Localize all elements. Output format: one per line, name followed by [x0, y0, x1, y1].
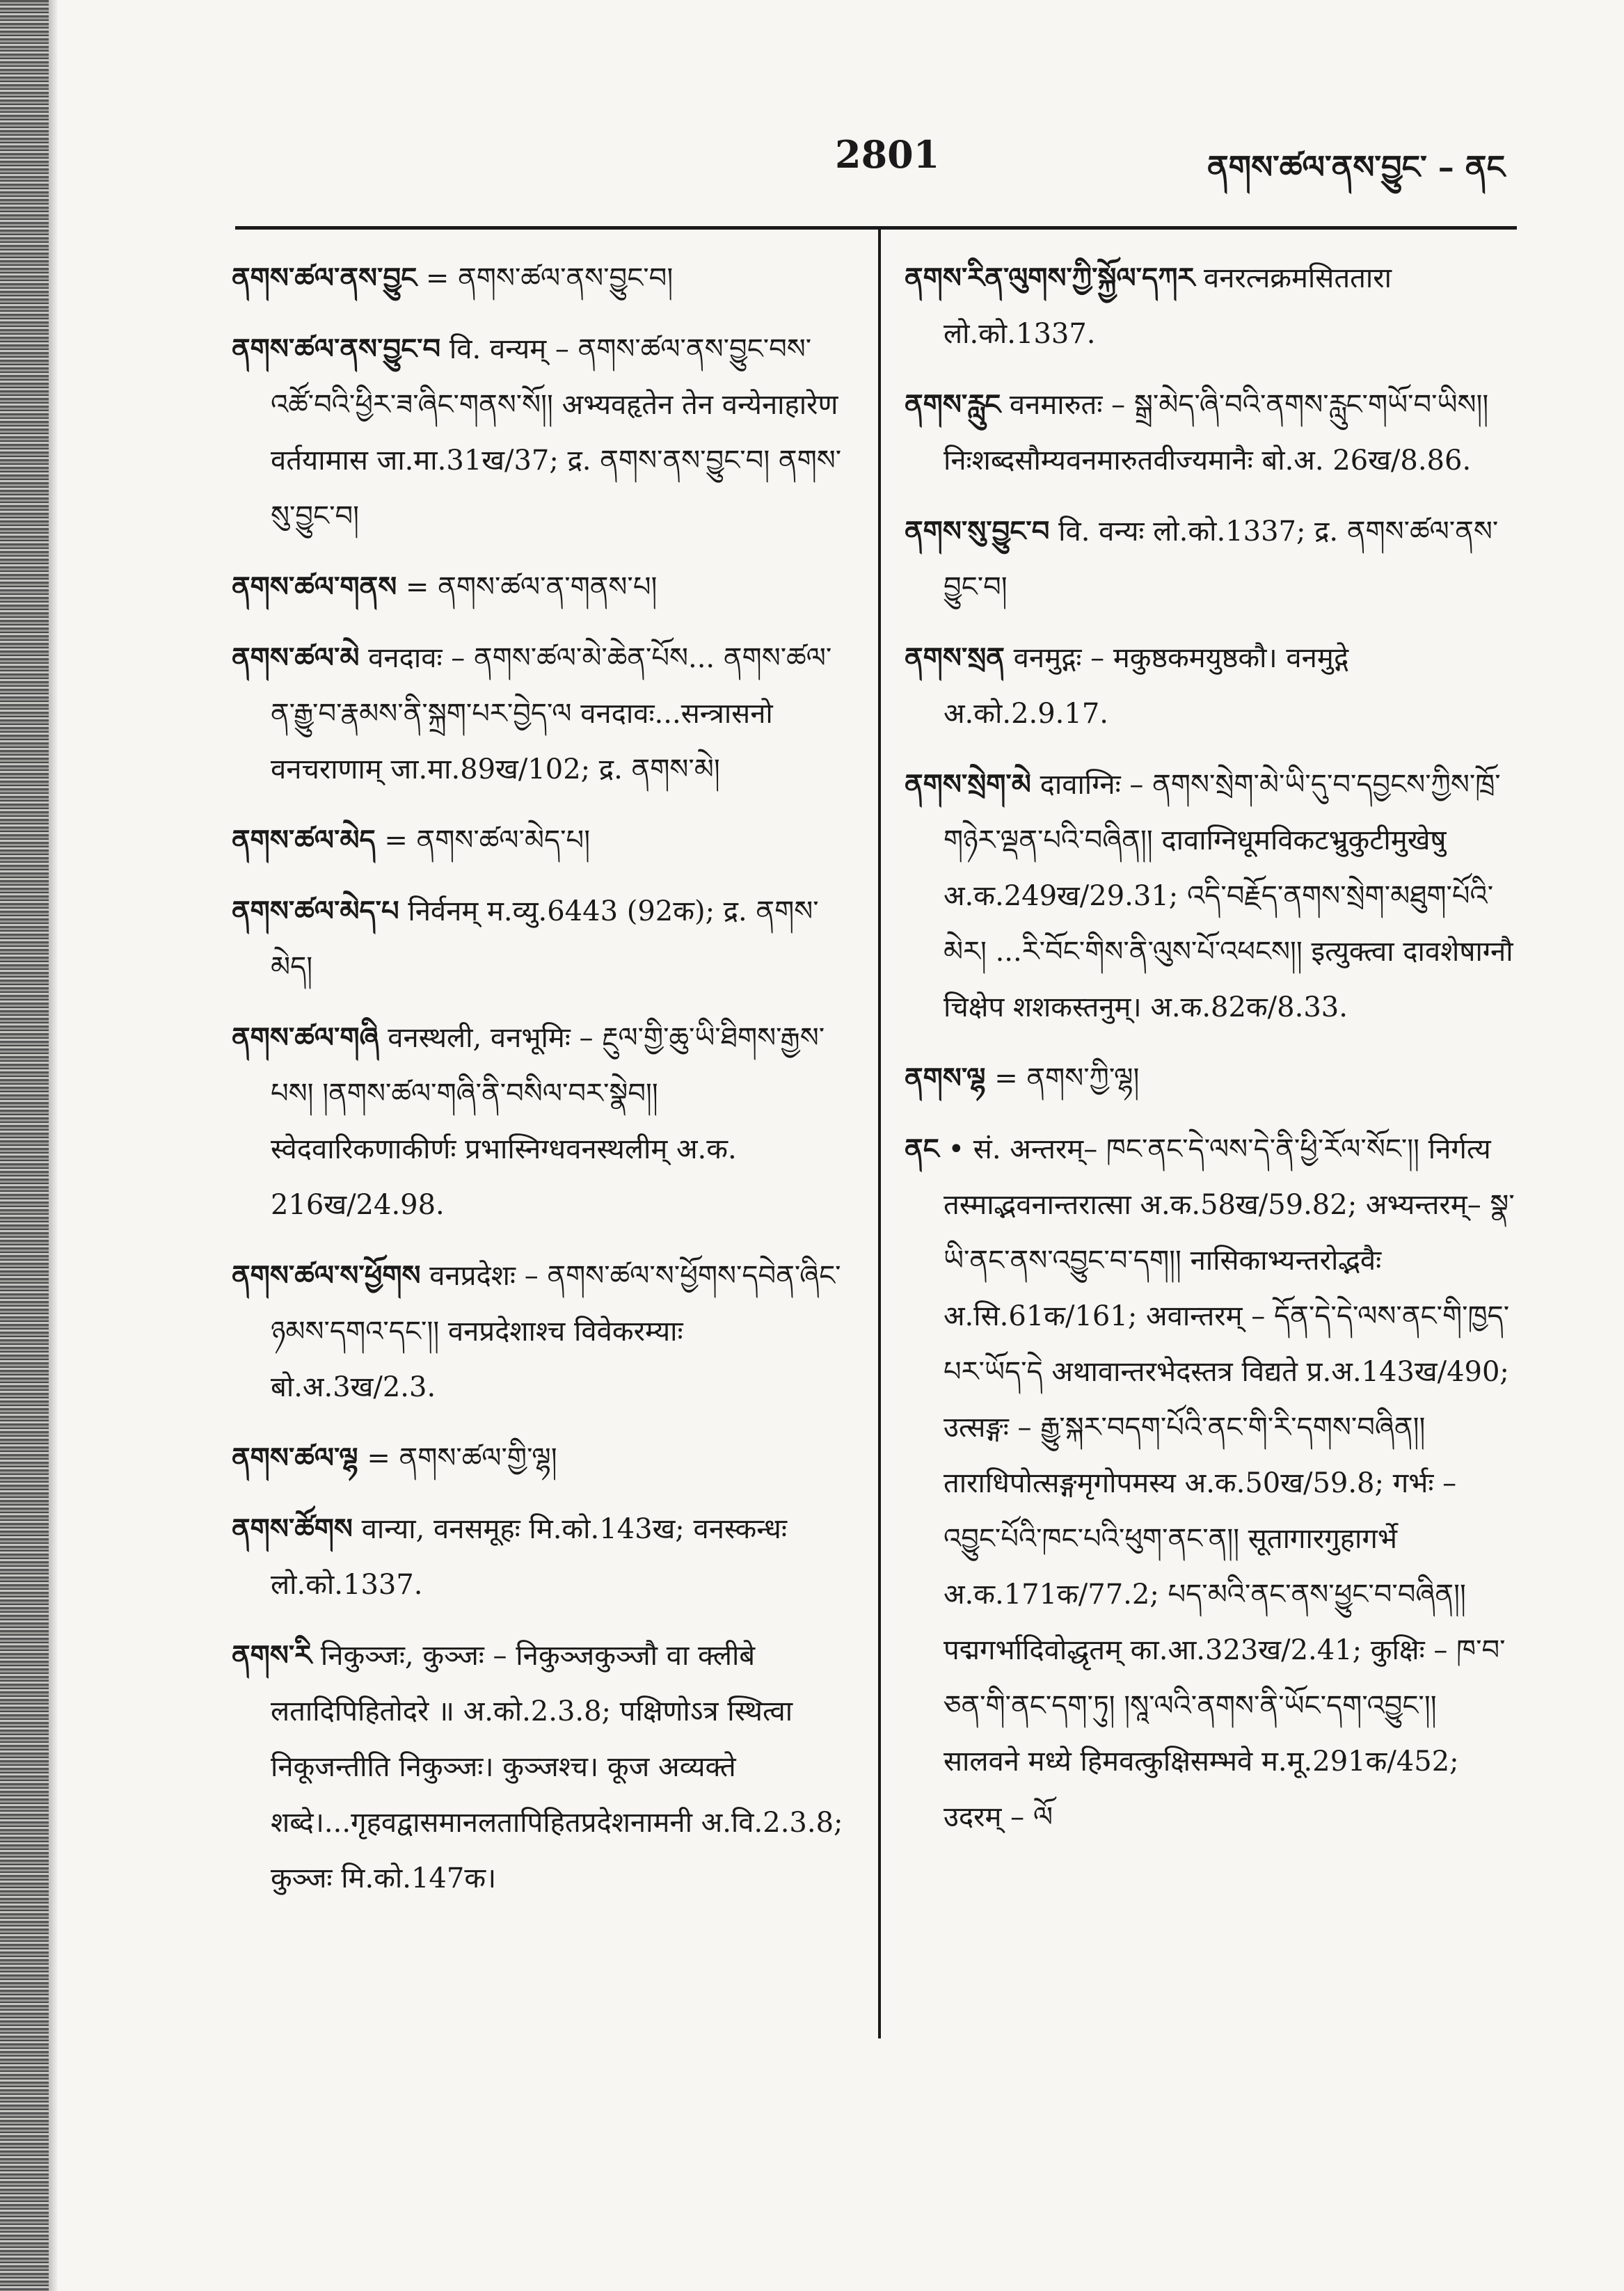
definition: = ནགས་ཀྱི་ལྷ། — [994, 1062, 1140, 1094]
dictionary-entry — [232, 630, 844, 797]
headword: ནགས་སུ་བྱུང་བ — [905, 515, 1050, 548]
dictionary-entry — [232, 250, 844, 306]
column-divider — [878, 226, 881, 2038]
definition: दावाग्निः – ནགས་སྲེག་མེ་ཡི་དུ་བ་དབྱངས་ཀྱིས་ཁྲོ་གཉེར་ལྡན་པའི་བཞིན།། दावाग्निधूमविकटभ्रुकुटीमुखेषु अ.क.249ख/29.31; འདི་བརྗོད་ནགས་སྲེག་མཐུག་པོའི་མེར། ...རི་བོང་གིས་ནི་ལུས་པོ་འཕངས།། इत्युक्त्वा दावशेषाग्नौ चिक्षेप शशकस्तनुम्। अ.क.82क/8.33. — [944, 769, 1513, 1023]
definition: = ནགས་ཚལ་མེད་པ། — [384, 824, 591, 856]
headword: ནགས་སྲན — [905, 641, 1005, 674]
dictionary-entry — [232, 1430, 844, 1486]
dictionary-entry — [232, 1010, 844, 1233]
dictionary-entry — [905, 630, 1517, 742]
headword: ནགས་རླུང — [905, 388, 1001, 421]
headword: ནགས་ལྷ — [905, 1062, 986, 1094]
definition: = ནགས་ཚལ་ན་གནས་པ། — [405, 571, 658, 603]
headword: ནགས་ཚལ་ས་ཕྱོགས — [232, 1259, 421, 1292]
dictionary-entry — [905, 250, 1517, 362]
dictionary-entry — [232, 1628, 844, 1906]
headword: ནགས་ཚལ་གཞི — [232, 1021, 379, 1054]
dictionary-entry — [905, 1051, 1517, 1106]
dictionary-entry — [232, 321, 844, 544]
dictionary-entry — [905, 377, 1517, 488]
definition: वनस्थली, वनभूमिः – རྔུལ་གྱི་ཆུ་ཡི་ཐིགས་རྒྱས་པས། །ནགས་ཚལ་གཞི་ནི་བསིལ་བར་སྣེབ།། स्वेदवारिकणाकीर्णः प्रभास्निग्धवनस्थलीम् अ.क. 216ख/24.98. — [271, 1022, 825, 1221]
dictionary-entry — [232, 813, 844, 868]
page-number: 2801 — [835, 132, 940, 177]
definition: वान्या, वनसमूहः मि.को.143ख; वनस्कन्धः लो.को.1337. — [271, 1513, 787, 1601]
right-column — [905, 250, 1517, 1860]
dictionary-entry — [232, 884, 844, 995]
headword: ནང — [905, 1133, 939, 1165]
headword: ནགས་ཚལ་ནས་བྱུང — [232, 262, 417, 294]
definition: निकुञ्जः, कुञ्जः – निकुञ्जकुञ्जौ वा क्लीबे लतादिपिहितोदरे ॥ अ.को.2.3.8; पक्षिणोऽत्र स्थित्वा निकूजन्तीति निकुञ्जः। कुञ्जश्च। कूज अव्यक्ते शब्दे।...गृहवद्वासमानलतापिहितप्रदेशनामनी अ.वि.2.3.8; कुञ्जः मि.को.147क। — [271, 1640, 843, 1894]
binding-edge — [0, 0, 49, 2291]
left-column — [232, 250, 844, 1922]
headword: ནགས་རི — [232, 1639, 312, 1672]
dictionary-entry — [232, 559, 844, 615]
headword: ནགས་ཚལ་མེ — [232, 641, 360, 674]
definition: वि. वन्यः लो.को.1337; द्र. ནགས་ཚལ་ནས་བྱུང་བ། — [944, 516, 1499, 603]
definition: वनरत्नक्रमसिततारा लो.को.1337. — [944, 262, 1392, 350]
running-head: ནགས་ཚལ་ནས་བྱུང་ – ནང — [1207, 148, 1505, 186]
headword: ནགས་ཚོགས — [232, 1512, 353, 1545]
dictionary-entry — [905, 504, 1517, 615]
headword: ནགས་སྲེག་མེ — [905, 768, 1031, 801]
definition: वनमुद्गः – मकुष्ठकमयुष्ठकौ। वनमुद्गे अ.को.2.9.17. — [944, 642, 1349, 730]
definition: वि. वन्यम् – ནགས་ཚལ་ནས་བྱུང་བས་འཚོ་བའི་ཕྱིར་ཟ་ཞིང་གནས་སོ།། अभ्यवहृतेन तेन वन्येनाहारेण वर्तयामास जा.मा.31ख/37; द्र. ནགས་ནས་བྱུང་བ། ནགས་སུ་བྱུང་བ། — [271, 333, 842, 532]
definition: वनदावः – ནགས་ཚལ་མེ་ཆེན་པོས... ནགས་ཚལ་ན་རྒྱུ་བ་རྣམས་ནི་སྐྲག་པར་བྱེད་ལ वनदावः...सन्त्रासनो वनचराणाम् जा.मा.89ख/102; द्र. ནགས་མེ། — [271, 642, 832, 785]
dictionary-entry — [905, 1121, 1517, 1845]
dictionary-entry — [232, 1501, 844, 1613]
definition: निर्वनम् म.व्यु.6443 (92क); द्र. ནགས་མེད། — [271, 895, 819, 983]
headword: ནགས་ཚལ་ནས་བྱུང་བ — [232, 333, 441, 365]
definition: = ནགས་ཚལ་ནས་བྱུང་བ། — [425, 262, 674, 294]
definition: • सं. अन्तरम्– ཁང་ནང་དེ་ལས་དེ་ནི་ཕྱི་རོལ་སོང་།། निर्गत्य तस्माद्भवनान्तरात्सा अ.क.58ख/59.82; अभ्यन्तरम्– སྣ་ཡི་ནང་ནས་འབྱུང་བ་དག།། नासिकाभ्यन्तरोद्भवैः अ.सि.61क/161; अवान्तरम् – དོན་དེ་དེ་ལས་ནང་གི་ཁྱད་པར་ཡོད་དེ अथावान्तरभेदस्तत्र विद्यते प्र.अ.143ख/490; उत्सङ्गः – རྒྱུ་སྐར་བདག་པོའི་ནང་གི་རི་དགས་བཞིན།། ताराधिपोत्सङ्गमृगोपमस्य अ.क.50ख/59.8; गर्भः – འབྱུང་པོའི་ཁང་པའི་ཕུག་ནང་ན།། सूतागारगुहागर्भे अ.क.171क/77.2; པད་མའི་ནང་ནས་ཕྱུང་བ་བཞིན།། पद्मगर्भादिवोद्धृतम् का.आ.323ख/2.41; कुक्षिः – ཁ་བ་ཅན་གི་ནང་དག་ཏུ། །སཱ་ལའི་ནགས་ནི་ཡོང་དག་འབྱུང་།། सालवने मध्ये हिमवत्कुक्षिसम्भवे म.मू.291क/452; उदरम् – ལོ — [944, 1133, 1515, 1833]
header-rule — [235, 226, 1517, 230]
dictionary-entry — [905, 757, 1517, 1035]
headword: ནགས་རིན་ལུགས་ཀྱི་སྐྱོལ་དཀར — [905, 262, 1195, 294]
headword: ནགས་ཚལ་མེད་པ — [232, 895, 399, 927]
headword: ནགས་ཚལ་ལྷ — [232, 1442, 358, 1474]
headword: ནགས་ཚལ་གནས — [232, 570, 397, 603]
definition: = ནགས་ཚལ་གྱི་ལྷ། — [367, 1442, 557, 1474]
definition: वनमारुतः – སྒྲ་མེད་ཞི་བའི་ནགས་རླུང་གཡོ་བ་ཡིས།། निःशब्दसौम्यवनमारुतवीज्यमानैः बो.अ. 26ख/8.86. — [944, 389, 1489, 477]
dictionary-entry — [232, 1248, 844, 1415]
definition: वनप्रदेशः – ནགས་ཚལ་ས་ཕྱོགས་དབེན་ཞིང་ཉམས་དགའ་དང་།། वनप्रदेशाश्च विवेकरम्याः बो.अ.3ख/2.3. — [271, 1260, 841, 1403]
headword: ནགས་ཚལ་མེད — [232, 824, 376, 856]
